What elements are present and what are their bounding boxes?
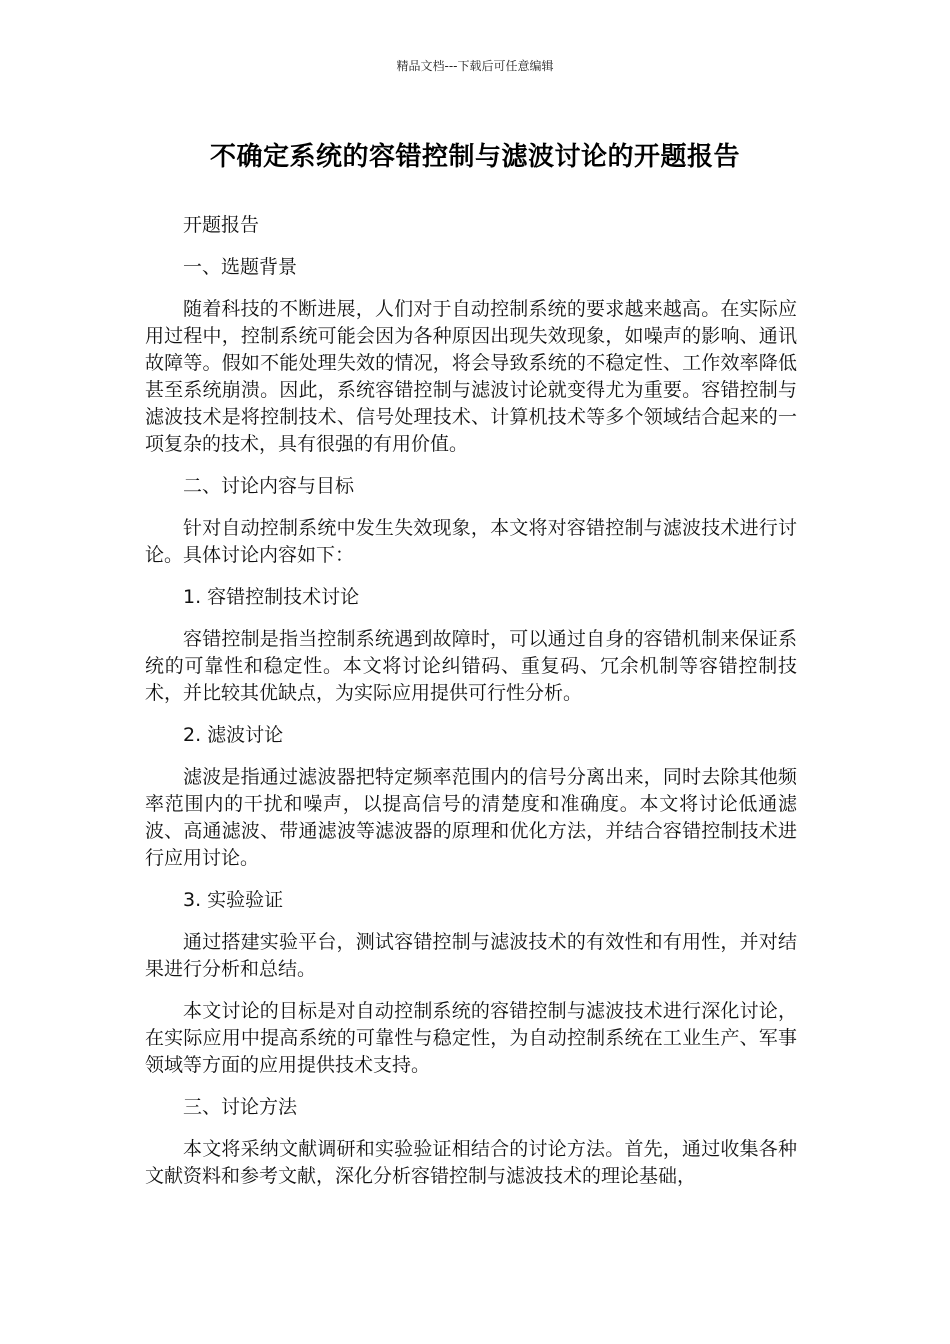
paragraph: 本文将采纳文献调研和实验验证相结合的讨论方法。首先，通过收集各种文献资料和参考文献，深化分析容错控制与滤波技术的理论基础，: [145, 1138, 797, 1187]
paragraph: 针对自动控制系统中发生失效现象，本文将对容错控制与滤波技术进行讨论。具体讨论内容如下：: [145, 517, 797, 566]
section-heading: 三、讨论方法: [183, 1096, 298, 1118]
document-body: [145, 212, 797, 1205]
document-title: 不确定系统的容错控制与滤波讨论的开题报告: [209, 142, 740, 172]
paragraph: 通过搭建实验平台，测试容错控制与滤波技术的有效性和有用性，并对结果进行分析和总结。: [145, 931, 797, 980]
subsection-heading: 2. 滤波讨论: [183, 724, 284, 746]
subsection-heading: 1. 容错控制技术讨论: [183, 586, 360, 608]
section-heading: 开题报告: [183, 214, 260, 236]
header-note: 精品文档---下载后可任意编辑: [396, 59, 554, 73]
paragraph: 容错控制是指当控制系统遇到故障时，可以通过自身的容错机制来保证系统的可靠性和稳定性。本文将讨论纠错码、重复码、冗余机制等容错控制技术，并比较其优缺点，为实际应用提供可行性分析。: [145, 628, 797, 704]
paragraph: 随着科技的不断进展，人们对于自动控制系统的要求越来越高。在实际应用过程中，控制系统可能会因为各种原因出现失效现象，如噪声的影响、通讯故障等。假如不能处理失效的情况，将会导致系统的不稳定性、工作效率降低甚至系统崩溃。因此，系统容错控制与滤波讨论就变得尤为重要。容错控制与滤波技术是将控制技术、信号处理技术、计算机技术等多个领域结合起来的一项复杂的技术，具有很强的有用价值。: [145, 298, 797, 455]
paragraph: 滤波是指通过滤波器把特定频率范围内的信号分离出来，同时去除其他频率范围内的干扰和噪声，以提高信号的清楚度和准确度。本文将讨论低通滤波、高通滤波、带通滤波等滤波器的原理和优化方法，并结合容错控制技术进行应用讨论。: [145, 766, 797, 869]
section-heading: 一、选题背景: [183, 256, 298, 278]
subsection-heading: 3. 实验验证: [183, 889, 284, 911]
section-heading: 二、讨论内容与目标: [183, 475, 355, 497]
paragraph: 本文讨论的目标是对自动控制系统的容错控制与滤波技术进行深化讨论，在实际应用中提高系统的可靠性与稳定性，为自动控制系统在工业生产、军事领域等方面的应用提供技术支持。: [145, 1000, 797, 1076]
